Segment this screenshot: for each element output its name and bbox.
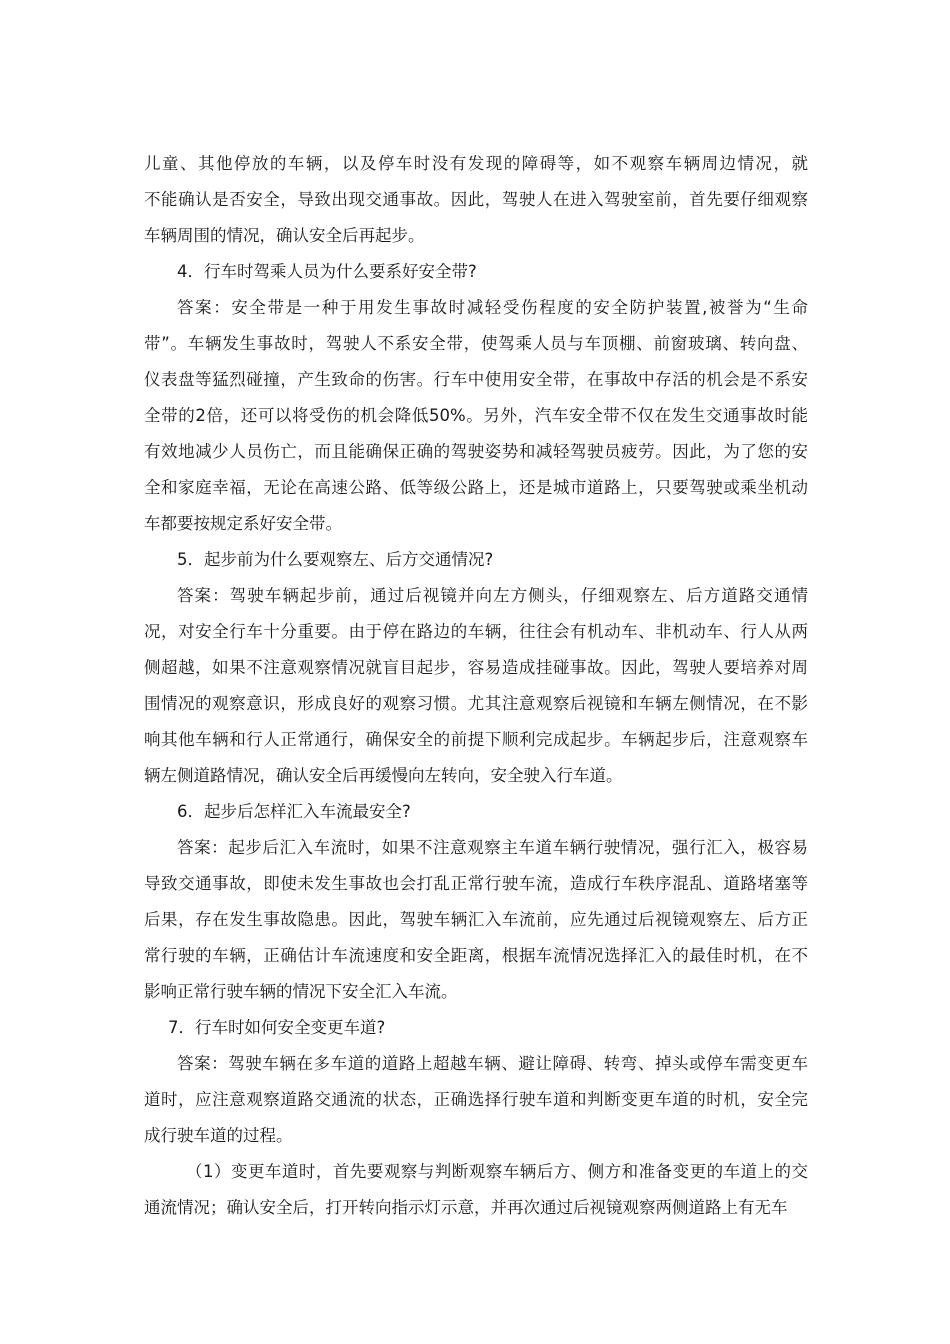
text-line: 常行驶的车辆，正确估计车流速度和安全距离，根据车流情况选择汇入的最佳时机，在不 <box>144 946 808 965</box>
text-line: 7．行车时如何安全变更车道? <box>168 1018 386 1037</box>
text-line: 全和家庭幸福，无论在高速公路、低等级公路上，还是城市道路上，只要驾驶或乘坐机动 <box>144 478 808 497</box>
text-line: 答案：安全带是一种于用发生事故时减轻受伤程度的安全防护装置,被誉为“生命 <box>177 298 808 317</box>
text-line: 儿童、其他停放的车辆，以及停车时没有发现的障碍等，如不观察车辆周边情况，就 <box>144 154 808 173</box>
text-line: 答案：起步后汇入车流时，如果不注意观察主车道车辆行驶情况，强行汇入，极容易 <box>177 838 808 857</box>
text-line: 况，对安全行车十分重要。由于停在路边的车辆，往往会有机动车、非机动车、行人从两 <box>144 622 808 641</box>
text-line: 车都要按规定系好安全带。 <box>144 514 342 533</box>
text-line: 答案：驾驶车辆在多车道的道路上超越车辆、避让障碍、转弯、掉头或停车需变更车 <box>177 1054 808 1073</box>
text-line: 后果，存在发生事故隐患。因此，驾驶车辆汇入车流前，应先通过后视镜观察左、后方正 <box>144 910 808 929</box>
paragraph-a7 <box>144 1046 808 1154</box>
document-body <box>144 146 808 1226</box>
text-line: 6．起步后怎样汇入车流最安全? <box>177 802 411 821</box>
question-q6 <box>144 794 808 830</box>
question-q4 <box>144 254 808 290</box>
paragraph-a7-1 <box>144 1154 808 1226</box>
text-line: 侧超越，如果不注意观察情况就盲目起步，容易造成挂碰事故。因此，驾驶人要培养对周 <box>144 658 808 677</box>
paragraph-a5 <box>144 578 808 794</box>
paragraph-p0 <box>144 146 808 254</box>
text-line: 影响正常行驶车辆的情况下安全汇入车流。 <box>144 982 458 1001</box>
text-line: 仪表盘等猛烈碰撞，产生致命的伤害。行车中使用安全带，在事故中存活的机会是不系安 <box>144 370 808 389</box>
paragraph-a6 <box>144 830 808 1010</box>
text-line: 有效地减少人员伤亡，而且能确保正确的驾驶姿势和减轻驾驶员疲劳。因此，为了您的安 <box>144 442 808 461</box>
text-line: 车辆周围的情况，确认安全后再起步。 <box>144 226 425 245</box>
text-line: （1）变更车道时，首先要观察与判断观察车辆后方、侧方和准备变更的车道上的交 <box>186 1162 808 1181</box>
text-line: 4．行车时驾乘人员为什么要系好安全带? <box>177 262 477 281</box>
text-line: 不能确认是否安全，导致出现交通事故。因此，驾驶人在进入驾驶室前，首先要仔细观察 <box>144 190 808 209</box>
text-line: 5．起步前为什么要观察左、后方交通情况? <box>177 550 494 569</box>
text-line: 围情况的观察意识，形成良好的观察习惯。尤其注意观察后视镜和车辆左侧情况，在不影 <box>144 694 808 713</box>
paragraph-a4 <box>144 290 808 542</box>
text-line: 导致交通事故，即使未发生事故也会打乱正常行驶车流，造成行车秩序混乱、道路堵塞等 <box>144 874 808 893</box>
text-line: 响其他车辆和行人正常通行，确保安全的前提下顺利完成起步。车辆起步后，注意观察车 <box>144 730 808 749</box>
text-line: 道时，应注意观察道路交通流的状态，正确选择行驶车道和判断变更车道的时机，安全完 <box>144 1090 808 1109</box>
text-line: 成行驶车道的过程。 <box>144 1126 293 1145</box>
text-line: 全带的2倍，还可以将受伤的机会降低50%。另外，汽车安全带不仅在发生交通事故时能 <box>144 406 808 425</box>
text-line: 通流情况；确认安全后，打开转向指示灯示意，并再次通过后视镜观察两侧道路上有无车 <box>144 1198 788 1217</box>
text-line: 答案：驾驶车辆起步前，通过后视镜并向左方侧头，仔细观察左、后方道路交通情 <box>177 586 808 605</box>
question-q7 <box>144 1010 808 1046</box>
text-line: 辆左侧道路情况，确认安全后再缓慢向左转向，安全驶入行车道。 <box>144 766 623 785</box>
text-line: 带”。车辆发生事故时，驾驶人不系安全带，使驾乘人员与车顶棚、前窗玻璃、转向盘、 <box>144 334 808 353</box>
question-q5 <box>144 542 808 578</box>
